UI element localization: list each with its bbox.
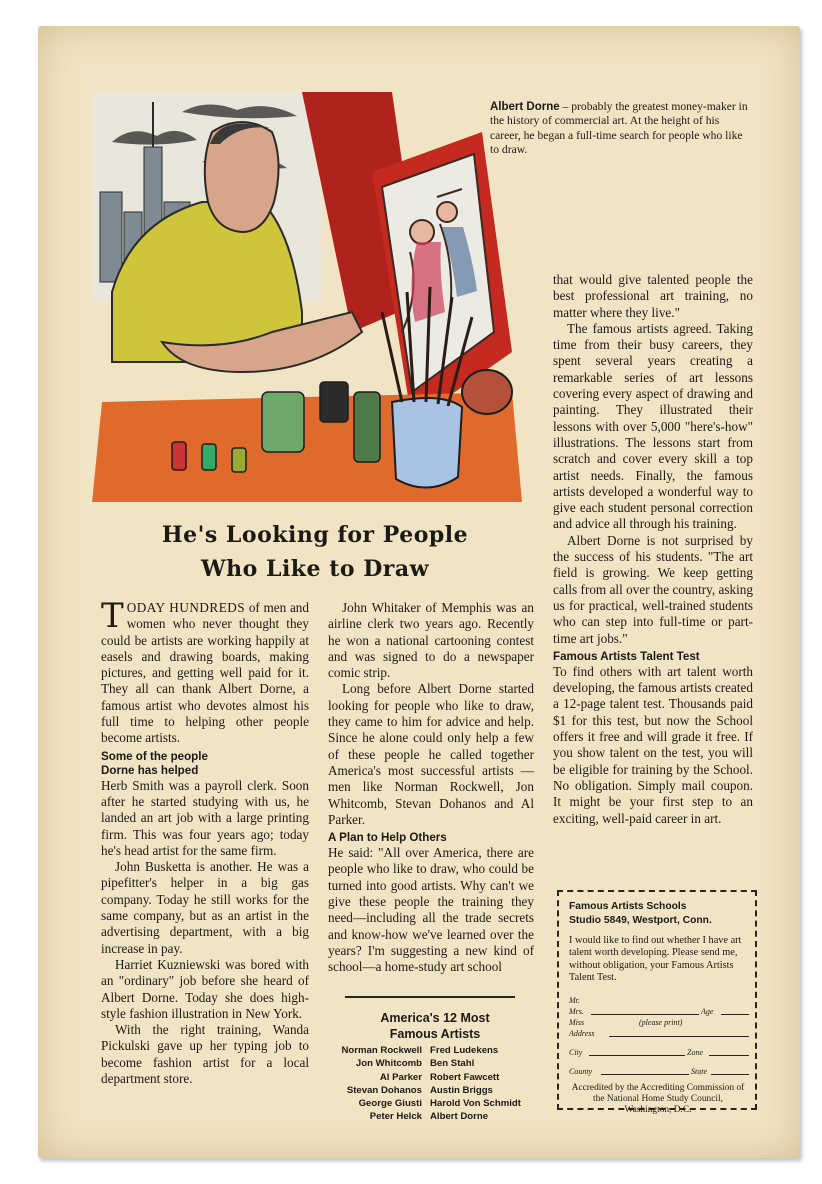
artist-name: Fred Ludekens	[430, 1045, 499, 1056]
artists-title-line-2: Famous Artists	[389, 1027, 481, 1041]
field-label: Mrs.	[569, 1006, 584, 1016]
divider	[345, 996, 515, 998]
name-line[interactable]	[591, 1006, 699, 1015]
coupon-school-address: Studio 5849, Westport, Conn.	[569, 914, 712, 926]
paragraph: Herb Smith was a payroll clerk. Soon after he started studying with us, he landed an art job with a large printing firm. This was four years ago; today he's head artist for the same firm.	[101, 777, 309, 858]
artist-name: Austin Briggs	[430, 1084, 493, 1096]
address-line[interactable]	[609, 1028, 749, 1037]
field-label: City	[569, 1047, 583, 1057]
coupon-accreditation: Accredited by the Accrediting Commission of the National Home Study Council, Washington, D.C.	[571, 1082, 745, 1115]
mail-coupon[interactable]	[557, 890, 757, 1115]
caption-text: – probably the greatest money-maker in the history of commercial art. At the height of his career, he began a full-time search for people who like to draw.	[490, 100, 748, 157]
coupon-fields	[569, 995, 747, 1077]
caption-name: Albert Dorne	[490, 101, 560, 113]
field-mr[interactable]	[569, 995, 747, 1006]
subhead-talent-test: Famous Artists Talent Test	[553, 649, 700, 663]
headline	[110, 518, 520, 586]
zone-line[interactable]	[709, 1047, 749, 1056]
paragraph: that would give talented people the best professional art training, no matter where they live."	[553, 272, 753, 320]
headline-line-2: Who Like to Draw	[200, 556, 430, 582]
field-address[interactable]	[569, 1028, 747, 1039]
paragraph: John Busketta is another. He was a pipefitter's helper in a big gas company. Today he still works for the same company, but as an artist in the advertising department, with a big increase in pay.	[101, 859, 309, 956]
field-label: Mr.	[569, 995, 580, 1005]
field-city-zone[interactable]	[569, 1047, 747, 1058]
paragraph: John Whitaker of Memphis was an airline clerk two years ago. Recently he won a national cartooning contest and was signed to do a newspaper comic strip.	[328, 600, 534, 681]
county-line[interactable]	[601, 1066, 689, 1075]
paragraph: Harriet Kuzniewski was bored with an "ordinary" job before she heard of Albert Dorne. Today she does high-style fashion illustration in New York.	[101, 956, 309, 1021]
bowl	[462, 370, 512, 414]
artists-list-title	[330, 1010, 540, 1042]
field-label: Zone	[687, 1047, 703, 1057]
subhead-people-helped	[101, 750, 309, 778]
artist-name: Peter Helck	[369, 1111, 422, 1123]
artist-name: Al Parker	[379, 1071, 422, 1083]
subhead-plan: A Plan to Help Others	[328, 831, 447, 845]
coupon-request: I would like to find out whether I have art talent worth developing. Please send me, without obligation, your Famous Artists Talent Test.	[569, 935, 742, 984]
coupon-school-name: Famous Artists Schools	[569, 901, 687, 912]
brush-jar	[392, 398, 462, 488]
artist-illustration	[92, 92, 522, 502]
artist-name: Ben Stahl	[430, 1058, 475, 1070]
artist-name: Stevan Dohanos	[346, 1084, 422, 1096]
age-line[interactable]	[721, 1006, 749, 1015]
artists-title-line-1: America's 12 Most	[380, 1011, 490, 1025]
field-label: County	[569, 1066, 593, 1076]
headline-line-1: He's Looking for People	[161, 522, 469, 548]
field-label: State	[691, 1066, 707, 1076]
article-column-2	[328, 600, 534, 976]
subhead-line-2: Dorne has helped	[101, 763, 199, 777]
paragraph: Albert Dorne is not surprised by the success of his students. "The art field is growing. We keep getting calls from all over the country, asking us for practical, well-trained students who can step into full-time or part-time art jobs."	[553, 532, 753, 646]
city-line[interactable]	[589, 1047, 685, 1056]
intro-smallcaps: ODAY HUNDREDS	[126, 600, 246, 615]
field-label: Miss	[569, 1017, 585, 1027]
intro-paragraph	[101, 596, 309, 747]
field-miss	[569, 1017, 747, 1028]
artist-name: Harold Von Schmidt	[430, 1098, 521, 1110]
paragraph: He said: "All over America, there are people who like to draw, who could be turned into good artists. Why can't we give these people the training they need—including all the trade secrets and know-how we've learned over the years? I'm suggesting a new kind of school—a home-study art school	[328, 845, 534, 975]
paragraph: The famous artists agreed. Taking time from their busy careers, they spent several years creating a remarkable series of art lessons covering every aspect of drawing and painting. They illustrated their lessons with over 5,000 "here's-how" illustrations. The lessons start from scratch and cover every skill a top artist needs. Finally, the famous artists developed a wonderful way to give each student personal correction and advice all through his training.	[553, 320, 753, 532]
article-column-1	[101, 596, 309, 1087]
drop-cap: T	[101, 596, 124, 636]
artist-row	[326, 1057, 544, 1070]
artist-name: Robert Fawcett	[430, 1071, 500, 1083]
field-county-state[interactable]	[569, 1066, 747, 1077]
field-label: Age	[701, 1006, 714, 1016]
field-mrs-age[interactable]	[569, 1006, 747, 1017]
paragraph: Long before Albert Dorne started looking for people who like to draw, they came to him for advice and help. Since he alone could only help a few of these people he called together America's most successful artists —men like Norman Rockwell, Jon Whitcomb, Stevan Dohanos and Al Parker.	[328, 681, 534, 827]
artist-name: Norman Rockwell	[341, 1045, 422, 1056]
artist-name: Albert Dorne	[430, 1111, 489, 1123]
paragraph: With the right training, Wanda Pickulski gave up her typing job to become fashion artist for a local department store.	[101, 1022, 309, 1087]
artist-row	[326, 1084, 544, 1097]
illustration-caption	[490, 100, 750, 158]
artist-name: Jon Whitcomb	[355, 1058, 422, 1070]
artist-row	[326, 1071, 544, 1084]
field-hint: (please print)	[639, 1017, 683, 1027]
article-column-3	[553, 272, 753, 827]
artist-row	[326, 1097, 544, 1110]
subhead-line-1: Some of the people	[101, 749, 208, 763]
state-line[interactable]	[711, 1066, 749, 1075]
artist-name: George Giusti	[358, 1098, 422, 1110]
field-label: Address	[569, 1028, 595, 1038]
artist-row	[326, 1110, 544, 1123]
artist-row	[326, 1044, 544, 1057]
artists-list	[326, 1044, 544, 1124]
coupon-school	[569, 900, 747, 927]
intro-text: of men and women who never thought they could be artists are working happily at easels and drawing boards, making pictures, and getting well paid for it. They all can thank Albert Dorne, a famous artist who devotes almost his full time to helping other people become artists.	[101, 600, 309, 746]
paragraph: To find others with art talent worth developing, the famous artists created a 12-page talent test. Thousands paid $1 for this test, but now the School offers it free and will grade it free. If you show talent on the test, you will be eligible for training by the School. No obligation. Simply mail coupon. It might be your first step to an exciting, well-paid career in art.	[553, 663, 753, 826]
